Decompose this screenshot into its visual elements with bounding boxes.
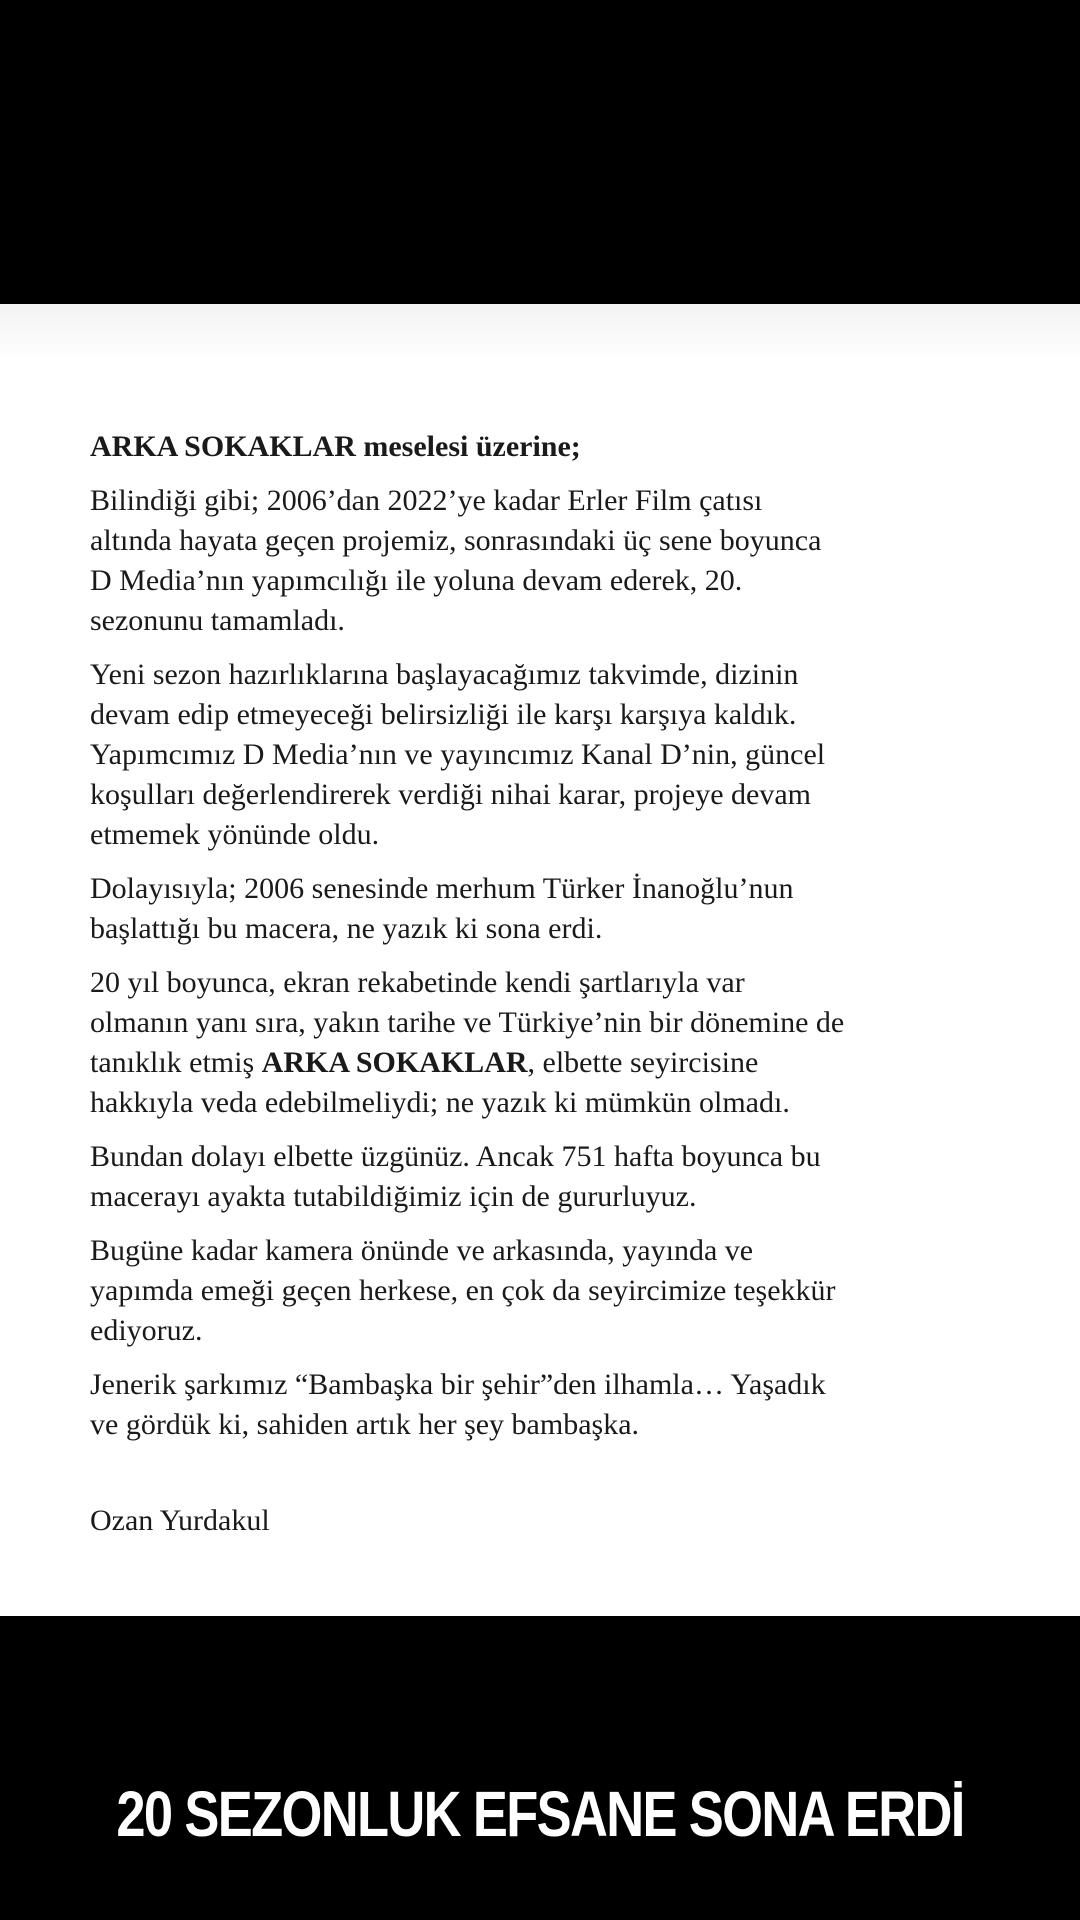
paragraph-2-line: etmemek yönünde oldu.	[90, 818, 380, 851]
paragraph-7	[90, 1365, 1010, 1445]
paragraph-4-text: , elbette seyircisine	[527, 1046, 759, 1079]
paragraph-1-line: Bilindiği gibi; 2006’dan 2022’ye kadar Erler Film çatısı	[90, 484, 763, 517]
paragraph-5	[90, 1137, 1010, 1217]
top-black-band	[0, 0, 1080, 304]
paragraph-2-line: devam edip etmeyeceği belirsizliği ile karşı karşıya kaldık.	[90, 698, 797, 731]
paragraph-4-line	[90, 1043, 1010, 1083]
heading-rest: meselesi üzerine;	[355, 430, 581, 463]
signature: Ozan Yurdakul	[90, 1504, 270, 1537]
bottom-black-band	[0, 1616, 1080, 1920]
paragraph-2	[90, 655, 1010, 855]
paragraph-1-line: sezonunu tamamladı.	[90, 604, 345, 637]
paragraph-3	[90, 869, 1010, 949]
paragraph-2-line: Yapımcımız D Media’nın ve yayıncımız Kanal D’nin, güncel	[90, 738, 826, 771]
paragraph-4-line: hakkıyla veda edebilmeliydi; ne yazık ki mümkün olmadı.	[90, 1086, 790, 1119]
paragraph-3-line: başlattığı bu macera, ne yazık ki sona erdi.	[90, 912, 603, 945]
paragraph-7-line: ve gördük ki, sahiden artık her şey bambaşka.	[90, 1408, 640, 1441]
series-name-bold: ARKA SOKAKLAR	[261, 1046, 528, 1079]
paragraph-6-line: yapımda emeği geçen herkese, en çok da seyircimize teşekkür	[90, 1274, 836, 1307]
paragraph-5-line: macerayı ayakta tutabildiğimiz için de gururluyuz.	[90, 1180, 697, 1213]
statement-document	[0, 304, 1080, 1616]
paragraph-4-line: olmanın yanı sıra, yakın tarihe ve Türkiye’nin bir dönemine de	[90, 1006, 845, 1039]
paragraph-2-line: Yeni sezon hazırlıklarına başlayacağımız takvimde, dizinin	[90, 658, 799, 691]
paragraph-4	[90, 963, 1010, 1123]
paragraph-4-text: tanıklık etmiş	[90, 1046, 262, 1079]
paragraph-1	[90, 481, 1010, 641]
paragraph-2-line: koşulları değerlendirerek verdiği nihai karar, projeye devam	[90, 778, 811, 811]
paragraph-4-line: 20 yıl boyunca, ekran rekabetinde kendi şartlarıyla var	[90, 966, 745, 999]
statement-heading	[90, 427, 1010, 467]
paragraph-1-line: D Media’nın yapımcılığı ile yoluna devam ederek, 20.	[90, 564, 743, 597]
heading-bold-title: ARKA SOKAKLAR	[90, 430, 356, 463]
paragraph-5-line: Bundan dolayı elbette üzgünüz. Ancak 751 hafta boyunca bu	[90, 1140, 821, 1173]
paragraph-1-line: altında hayata geçen projemiz, sonrasındaki üç sene boyunca	[90, 524, 822, 557]
paragraph-3-line: Dolayısıyla; 2006 senesinde merhum Türker İnanoğlu’nun	[90, 872, 794, 905]
paragraph-6-line: Bugüne kadar kamera önünde ve arkasında, yayında ve	[90, 1234, 754, 1267]
paragraph-6	[90, 1231, 1010, 1351]
paragraph-6-line: ediyoruz.	[90, 1314, 203, 1347]
paragraph-7-line: Jenerik şarkımız “Bambaşka bir şehir”den ilhamla… Yaşadık	[90, 1368, 826, 1401]
video-caption: 20 SEZONLUK EFSANE SONA ERDİ	[116, 1778, 964, 1850]
